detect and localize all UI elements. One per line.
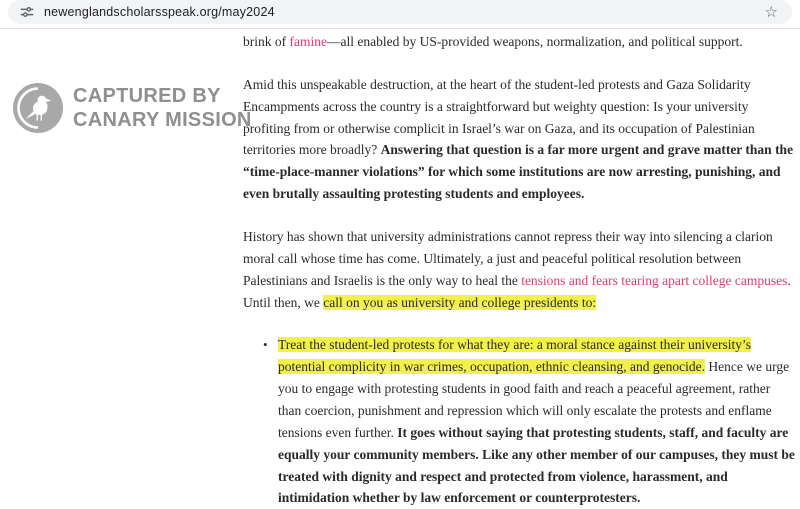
text-segment: Amid this unspeakable destruction, at the heart of the student-led protests and Gaza Solidarity Encampments across the country is a straightforward but weighty question: Is your university profiting from or otherwise complicit in Israel’s war on Gaza, and its occupation of Palestinian territories more broadly? (243, 76, 755, 158)
list-item-treat-protests (278, 334, 795, 509)
text-segment: It goes without saying that protesting students, staff, and faculty are equally your community members. Like any other member of our campuses, they must be treated with dignity and respect and protected from violence, harassment, and intimidation whether by law enforcement or counterprotesters. (278, 424, 795, 506)
inline-link[interactable]: famine (289, 34, 327, 49)
text-segment: Answering that question is a far more urgent and grave matter than the “time-place-manner violations” for which some institutions are now arresting, punishing, and even brutally assaulting protesting students and employees. (243, 142, 794, 202)
site-info-icon[interactable] (20, 5, 34, 19)
inline-link[interactable]: tensions and fears tearing apart college campuses (521, 272, 788, 288)
watermark-line1: CAPTURED BY (73, 85, 221, 107)
paragraph-history (243, 226, 795, 313)
browser-toolbar (0, 0, 800, 29)
watermark-text (73, 84, 252, 132)
text-segment: —all enabled by US-provided weapons, normalization, and political support. (326, 34, 743, 49)
bookmark-star-icon[interactable]: ☆ (764, 3, 778, 21)
text-segment: History has shown that university administrations cannot repress their way into silencing a clarion moral call whose time has come. Ultimately, a just and peaceful political resolution between Palestinians and Israelis is the only way to heal the (243, 229, 773, 288)
text-segment: brink of (243, 34, 290, 49)
paragraph-famine (243, 31, 795, 53)
url-text: newenglandscholarsspeak.org/may2024 (44, 5, 275, 19)
address-bar[interactable] (8, 0, 792, 24)
demands-list (243, 334, 795, 509)
watermark-line2: CANARY MISSION (73, 109, 252, 131)
article-content (243, 29, 795, 509)
text-segment: . Until then, we (243, 272, 791, 310)
paragraph-amid-destruction (243, 74, 795, 205)
page-body (0, 29, 800, 509)
highlighted-text: call on you as university and college presidents to: (323, 294, 597, 310)
canary-bird-icon (13, 83, 63, 133)
canary-mission-watermark (13, 83, 252, 133)
highlighted-text: Treat the student-led protests for what they are: a moral stance against their university’s potential complicity in war crimes, occupation, ethnic cleansing, and genocide. (278, 337, 751, 375)
text-segment: Hence we urge you to engage with protesting students in good faith and reach a peaceful agreement, rather than coercion, punishment and repression which will only escalate the protests and enflame tensions even further. (278, 359, 790, 440)
